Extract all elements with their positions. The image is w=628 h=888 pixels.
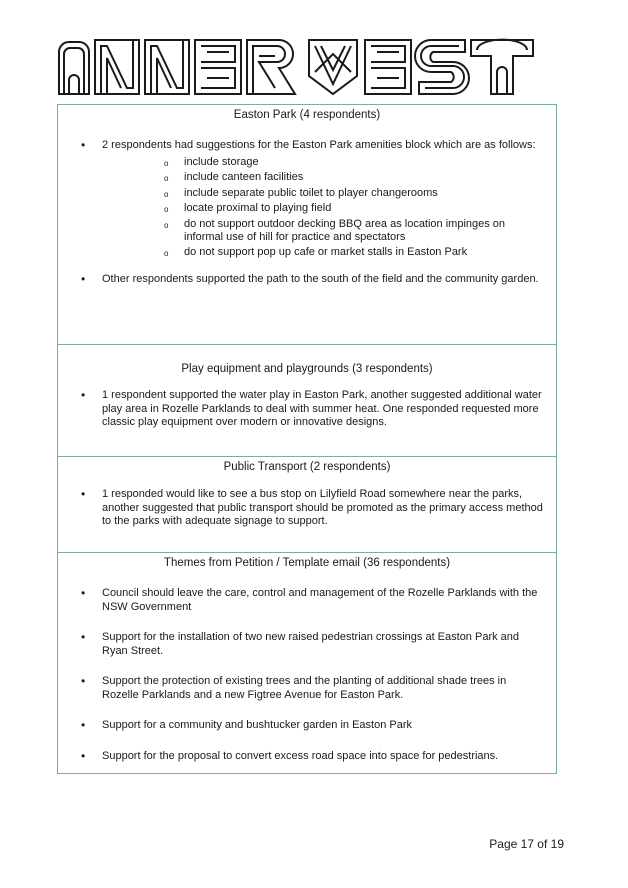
sub-list-item: o include canteen facilities: [102, 171, 544, 184]
logo-letter-e2: [365, 40, 411, 94]
list-item: [58, 139, 556, 259]
logo-letter-w: [309, 40, 357, 94]
section-title: Easton Park (4 respondents): [233, 109, 381, 121]
section-play-equipment: [58, 345, 556, 457]
bullet-list: [58, 389, 556, 430]
list-item: • 1 responded would like to see a bus stop on Lilyfield Road somewhere near the parks, another suggested that public transport should be promoted as the primary access method to the parks with adequate signage to support.: [58, 488, 556, 529]
sub-list-item: o locate proximal to playing field: [102, 202, 544, 215]
inner-west-logo: [57, 36, 535, 96]
section-easton-park: [58, 105, 556, 345]
list-item: • Support the protection of existing trees and the planting of additional shade trees in Rozelle Parklands and a new Figtree Avenue for Easton Park.: [58, 675, 556, 702]
sub-list-item: o do not support outdoor decking BBQ area as location impinges on informal use of hill for practice and spectators: [102, 218, 544, 244]
list-item: • Other respondents supported the path to the south of the field and the community garden.: [58, 273, 556, 287]
section-title: Play equipment and playgrounds (3 respondents): [181, 363, 433, 375]
list-item: • Support for a community and bushtucker garden in Easton Park: [58, 719, 556, 733]
sub-list: [102, 156, 544, 260]
section-title: Themes from Petition / Template email (36 respondents): [163, 557, 451, 569]
page-number: Page 17 of 19: [489, 837, 564, 851]
section-title: Public Transport (2 respondents): [223, 461, 391, 473]
section-petition-themes: [58, 553, 556, 776]
list-item: • Support for the installation of two new raised pedestrian crossings at Easton Park and Ryan Street.: [58, 631, 556, 658]
logo-letter-n2: [145, 40, 189, 94]
sub-list-item: o do not support pop up cafe or market stalls in Easton Park: [102, 246, 544, 259]
bullet-list: [58, 139, 556, 287]
content-table: [57, 104, 557, 774]
list-item: • Support for the proposal to convert excess road space into space for pedestrians.: [58, 750, 556, 764]
logo-letter-s: [415, 40, 469, 94]
sub-list-item: o include storage: [102, 156, 544, 169]
logo-letter-r: [247, 40, 295, 94]
section-public-transport: [58, 457, 556, 553]
logo-letter-i: [59, 42, 89, 94]
list-item: • Council should leave the care, control and management of the Rozelle Parklands with the NSW Government: [58, 587, 556, 614]
logo-letter-e1: [195, 40, 241, 94]
list-item: • 1 respondent supported the water play in Easton Park, another suggested additional water play area in Rozelle Parklands to deal with summer heat. One responded requested more classic play equipment over modern or innovative designs.: [58, 389, 556, 430]
bullet-text: 2 respondents had suggestions for the Easton Park amenities block which are as follows:: [102, 139, 536, 151]
bullet-list: [58, 488, 556, 529]
bullet-list: [58, 587, 556, 763]
logo-letter-t: [471, 40, 533, 94]
sub-list-item: o include separate public toilet to player changerooms: [102, 187, 544, 200]
logo-letter-n1: [95, 40, 139, 94]
